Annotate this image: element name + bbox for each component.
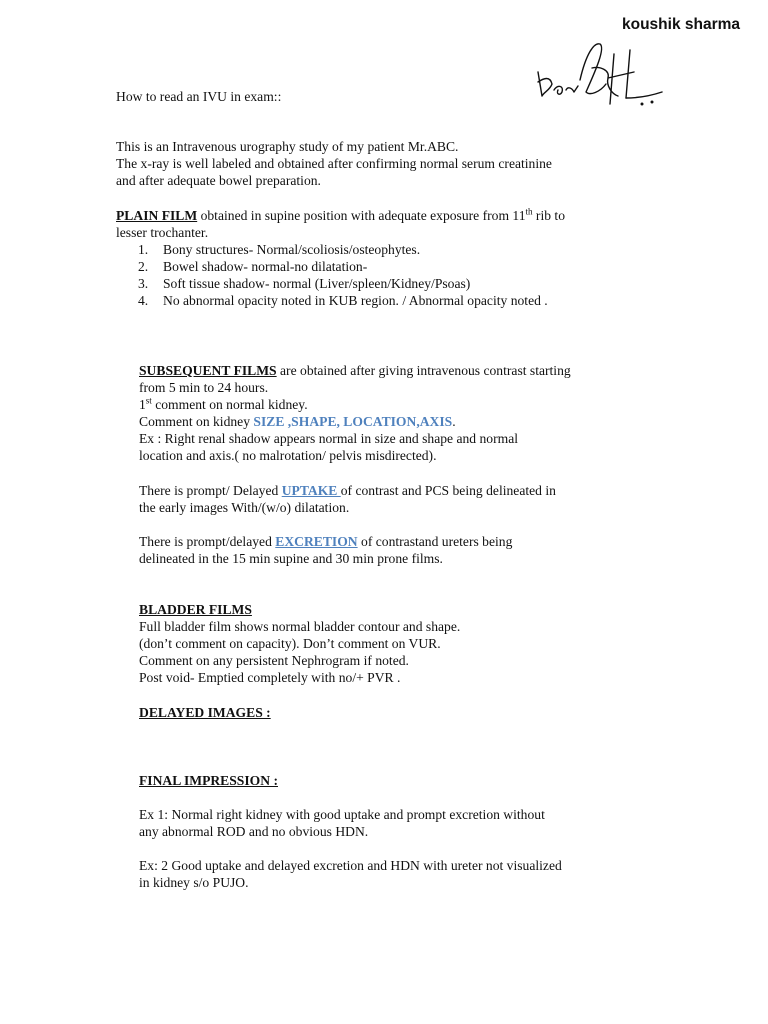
subsequent-text: . [452, 414, 456, 429]
subsequent-text: Ex : Right renal shadow appears normal in size and shape and normal [139, 431, 519, 446]
plain-film-section [116, 207, 565, 309]
bladder-films-heading: BLADDER FILMS [139, 602, 252, 617]
subsequent-films-section [139, 362, 571, 464]
uptake-paragraph [139, 482, 556, 516]
subsequent-text: Comment on kidney [139, 414, 254, 429]
uptake-text: of contrast and PCS being delineated in [340, 483, 556, 498]
intro-line: This is an Intravenous urography study of my patient Mr.ABC. [116, 139, 459, 154]
example-text: Ex 1: Normal right kidney with good uptake and prompt excretion without [139, 807, 545, 822]
example-text: in kidney s/o PUJO. [139, 875, 249, 890]
excretion-text: There is prompt/delayed [139, 534, 276, 549]
list-item: 3. Soft tissue shadow- normal (Liver/spleen/Kidney/Psoas) [138, 276, 471, 291]
subsequent-text: are obtained after giving intravenous contrast starting [276, 363, 571, 378]
highlight-text: SIZE ,SHAPE, LOCATION,AXIS [253, 414, 453, 429]
bladder-text: Post void- Emptied completely with no/+ PVR . [139, 670, 401, 685]
uptake-link[interactable]: UPTAKE [281, 483, 341, 498]
bladder-text: Full bladder film shows normal bladder contour and shape. [139, 619, 461, 634]
plain-film-heading: PLAIN FILM [116, 208, 198, 223]
superscript: st [145, 395, 152, 406]
bladder-text: Comment on any persistent Nephrogram if noted. [139, 653, 409, 668]
intro-paragraph [116, 138, 552, 189]
superscript: th [525, 206, 533, 217]
example-1 [139, 806, 545, 840]
subsequent-films-heading: SUBSEQUENT FILMS [139, 363, 277, 378]
plain-film-text: rib to [532, 208, 566, 223]
subsequent-text: comment on normal kidney. [151, 397, 308, 412]
plain-film-text: obtained in supine position with adequate exposure from 11 [197, 208, 526, 223]
excretion-text: of contrastand ureters being [357, 534, 513, 549]
subsequent-text: from 5 min to 24 hours. [139, 380, 269, 395]
excretion-text: delineated in the 15 min supine and 30 min prone films. [139, 551, 443, 566]
handwritten-signature [530, 34, 670, 114]
subsequent-text: 1 [139, 397, 146, 412]
subsequent-text: location and axis.( no malrotation/ pelvis misdirected). [139, 448, 437, 463]
uptake-text: There is prompt/ Delayed [139, 483, 282, 498]
delayed-images-heading: DELAYED IMAGES : [139, 705, 271, 720]
document-title: How to read an IVU in exam:: [116, 89, 282, 104]
plain-film-list [116, 241, 565, 309]
excretion-paragraph [139, 533, 512, 567]
bladder-text: (don’t comment on capacity). Don’t comment on VUR. [139, 636, 441, 651]
excretion-link[interactable]: EXCRETION [275, 534, 358, 549]
bladder-films-section [139, 601, 460, 686]
uptake-text: the early images With/(w/o) dilatation. [139, 500, 350, 515]
list-item: 4. No abnormal opacity noted in KUB region. / Abnormal opacity noted . [138, 293, 548, 308]
list-item: 1. Bony structures- Normal/scoliosis/osteophytes. [138, 242, 421, 257]
example-text: any abnormal ROD and no obvious HDN. [139, 824, 369, 839]
intro-line: The x-ray is well labeled and obtained after confirming normal serum creatinine [116, 156, 552, 171]
final-impression-heading: FINAL IMPRESSION : [139, 773, 278, 788]
plain-film-text: lesser trochanter. [116, 225, 209, 240]
list-item: 2. Bowel shadow- normal-no dilatation- [138, 259, 368, 274]
example-text: Ex: 2 Good uptake and delayed excretion and HDN with ureter not visualized [139, 858, 562, 873]
author-name: koushik sharma [622, 16, 741, 33]
intro-line: and after adequate bowel preparation. [116, 173, 321, 188]
example-2 [139, 857, 562, 891]
